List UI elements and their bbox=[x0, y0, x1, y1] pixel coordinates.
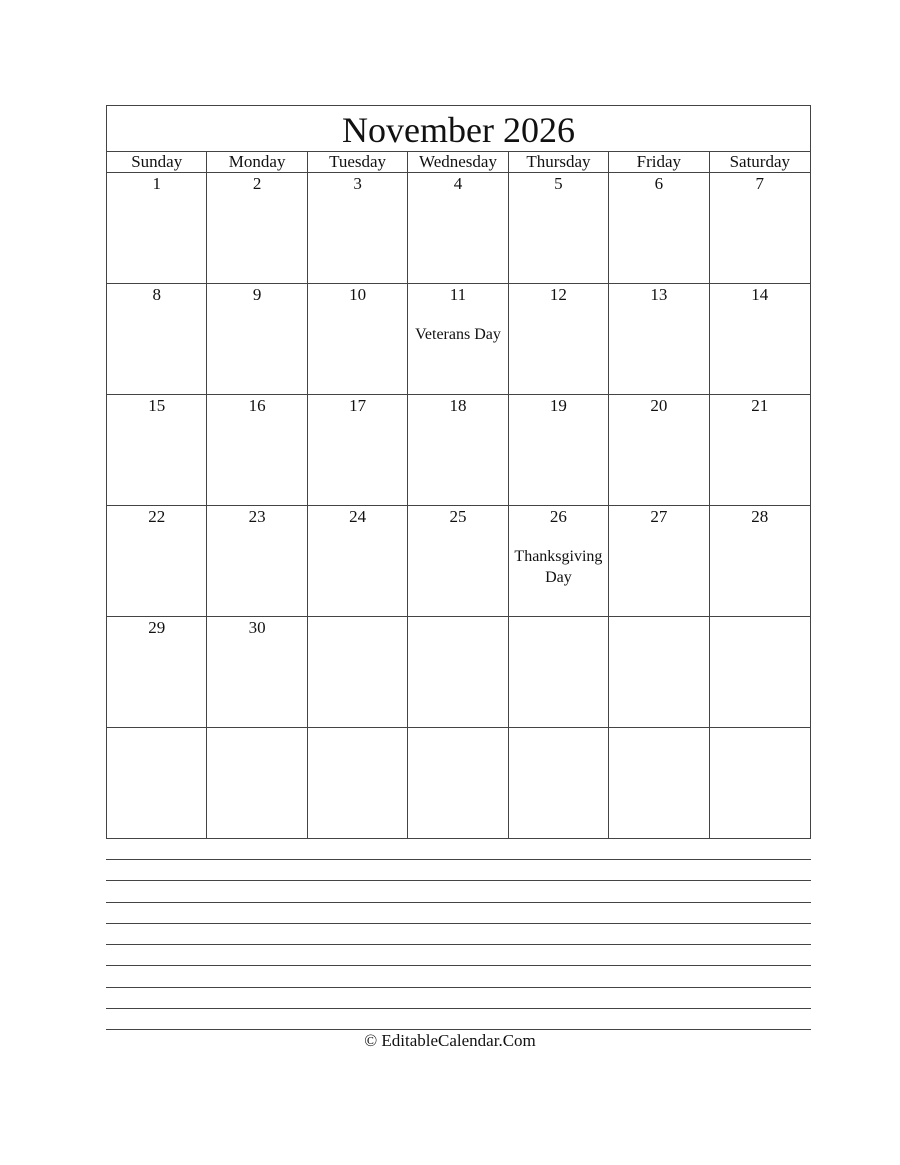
day-number bbox=[408, 729, 507, 749]
note-line[interactable] bbox=[106, 1008, 811, 1009]
day-number bbox=[710, 618, 810, 638]
day-cell[interactable] bbox=[710, 173, 810, 284]
day-number: 4 bbox=[453, 174, 463, 193]
weekday-label: Monday bbox=[207, 152, 307, 172]
weekday-label: Sunday bbox=[107, 152, 207, 172]
day-number bbox=[710, 729, 810, 749]
day-cell[interactable] bbox=[207, 617, 307, 728]
day-cell[interactable] bbox=[609, 284, 709, 395]
day-number: 14 bbox=[751, 285, 769, 304]
day-number bbox=[609, 729, 708, 749]
day-cell[interactable] bbox=[308, 617, 408, 728]
day-cell[interactable] bbox=[609, 395, 709, 506]
weekday-label: Saturday bbox=[729, 152, 790, 171]
day-cell[interactable] bbox=[509, 284, 609, 395]
day-number: 23 bbox=[248, 507, 266, 526]
day-number: 25 bbox=[449, 507, 467, 526]
day-cell[interactable] bbox=[408, 617, 508, 728]
day-number: 13 bbox=[650, 285, 668, 304]
day-cell[interactable] bbox=[408, 728, 508, 839]
day-cell[interactable] bbox=[609, 617, 709, 728]
day-cell[interactable] bbox=[710, 395, 810, 506]
day-cell[interactable] bbox=[710, 728, 810, 839]
day-number bbox=[308, 729, 407, 749]
day-number bbox=[408, 618, 507, 638]
weekday-label: Wednesday bbox=[408, 152, 508, 172]
day-cell[interactable] bbox=[408, 506, 508, 617]
note-line[interactable] bbox=[106, 880, 811, 881]
day-cell[interactable] bbox=[308, 395, 408, 506]
day-cell[interactable] bbox=[710, 617, 810, 728]
notes-lines bbox=[106, 859, 811, 1051]
note-line[interactable] bbox=[106, 965, 811, 966]
weekday-label: Thursday bbox=[509, 152, 609, 172]
day-cell[interactable] bbox=[509, 395, 609, 506]
day-number bbox=[207, 729, 306, 749]
day-number: 21 bbox=[751, 396, 769, 415]
day-cell[interactable] bbox=[408, 395, 508, 506]
day-grid bbox=[107, 173, 810, 839]
day-number bbox=[308, 618, 407, 638]
day-number: 6 bbox=[654, 174, 664, 193]
day-number: 15 bbox=[148, 396, 166, 415]
day-cell[interactable] bbox=[308, 506, 408, 617]
holiday-label: Thanksgiving Day bbox=[514, 548, 603, 586]
day-number: 16 bbox=[248, 396, 266, 415]
day-cell[interactable] bbox=[308, 173, 408, 284]
day-number: 29 bbox=[148, 618, 166, 637]
day-number: 28 bbox=[751, 507, 769, 526]
day-cell[interactable] bbox=[107, 617, 207, 728]
note-line[interactable] bbox=[106, 987, 811, 988]
day-cell[interactable] bbox=[710, 284, 810, 395]
day-number: 7 bbox=[755, 174, 765, 193]
day-cell[interactable] bbox=[509, 506, 609, 617]
day-cell[interactable] bbox=[207, 728, 307, 839]
day-number: 26 bbox=[549, 507, 567, 526]
day-number: 1 bbox=[152, 174, 161, 193]
calendar bbox=[106, 105, 811, 839]
day-number: 11 bbox=[449, 285, 467, 304]
day-number: 12 bbox=[549, 285, 567, 304]
day-number: 8 bbox=[152, 285, 161, 304]
calendar-title: November 2026 bbox=[107, 106, 810, 152]
day-number: 20 bbox=[650, 396, 668, 415]
day-number: 3 bbox=[353, 174, 362, 193]
day-cell[interactable] bbox=[107, 506, 207, 617]
note-line[interactable] bbox=[106, 902, 811, 903]
note-line[interactable] bbox=[106, 923, 811, 924]
day-cell[interactable] bbox=[107, 728, 207, 839]
weekday-label: Tuesday bbox=[308, 152, 408, 172]
weekday-label: Friday bbox=[609, 152, 709, 172]
day-number: 18 bbox=[449, 396, 467, 415]
day-cell[interactable] bbox=[609, 506, 709, 617]
day-cell[interactable] bbox=[107, 395, 207, 506]
day-number bbox=[509, 618, 608, 638]
day-cell[interactable] bbox=[207, 395, 307, 506]
day-number: 10 bbox=[349, 285, 367, 304]
day-number: 2 bbox=[252, 174, 262, 193]
weekday-header-row bbox=[107, 152, 810, 173]
day-cell[interactable] bbox=[609, 173, 709, 284]
day-number bbox=[107, 729, 206, 749]
day-number: 27 bbox=[650, 507, 668, 526]
note-line[interactable] bbox=[106, 859, 811, 860]
day-cell[interactable] bbox=[207, 173, 307, 284]
day-number: 9 bbox=[252, 285, 262, 304]
day-cell[interactable] bbox=[509, 728, 609, 839]
day-cell[interactable] bbox=[408, 284, 508, 395]
day-number: 22 bbox=[148, 507, 166, 526]
day-number: 19 bbox=[549, 396, 567, 415]
day-number: 5 bbox=[554, 174, 563, 193]
day-cell[interactable] bbox=[308, 728, 408, 839]
day-cell[interactable] bbox=[207, 506, 307, 617]
day-cell[interactable] bbox=[408, 173, 508, 284]
day-cell[interactable] bbox=[509, 617, 609, 728]
day-cell[interactable] bbox=[308, 284, 408, 395]
note-line[interactable] bbox=[106, 944, 811, 945]
day-cell[interactable] bbox=[107, 284, 207, 395]
day-number bbox=[509, 729, 608, 749]
day-cell[interactable] bbox=[207, 284, 307, 395]
day-number bbox=[609, 618, 708, 638]
holiday-label: Veterans Day bbox=[415, 326, 501, 343]
day-number: 17 bbox=[349, 396, 367, 415]
footer-copyright: © EditableCalendar.Com bbox=[364, 1031, 536, 1050]
day-number: 24 bbox=[349, 507, 367, 526]
day-number: 30 bbox=[248, 618, 266, 637]
day-cell[interactable] bbox=[509, 173, 609, 284]
day-cell[interactable] bbox=[609, 728, 709, 839]
day-cell[interactable] bbox=[710, 506, 810, 617]
day-cell[interactable] bbox=[107, 173, 207, 284]
